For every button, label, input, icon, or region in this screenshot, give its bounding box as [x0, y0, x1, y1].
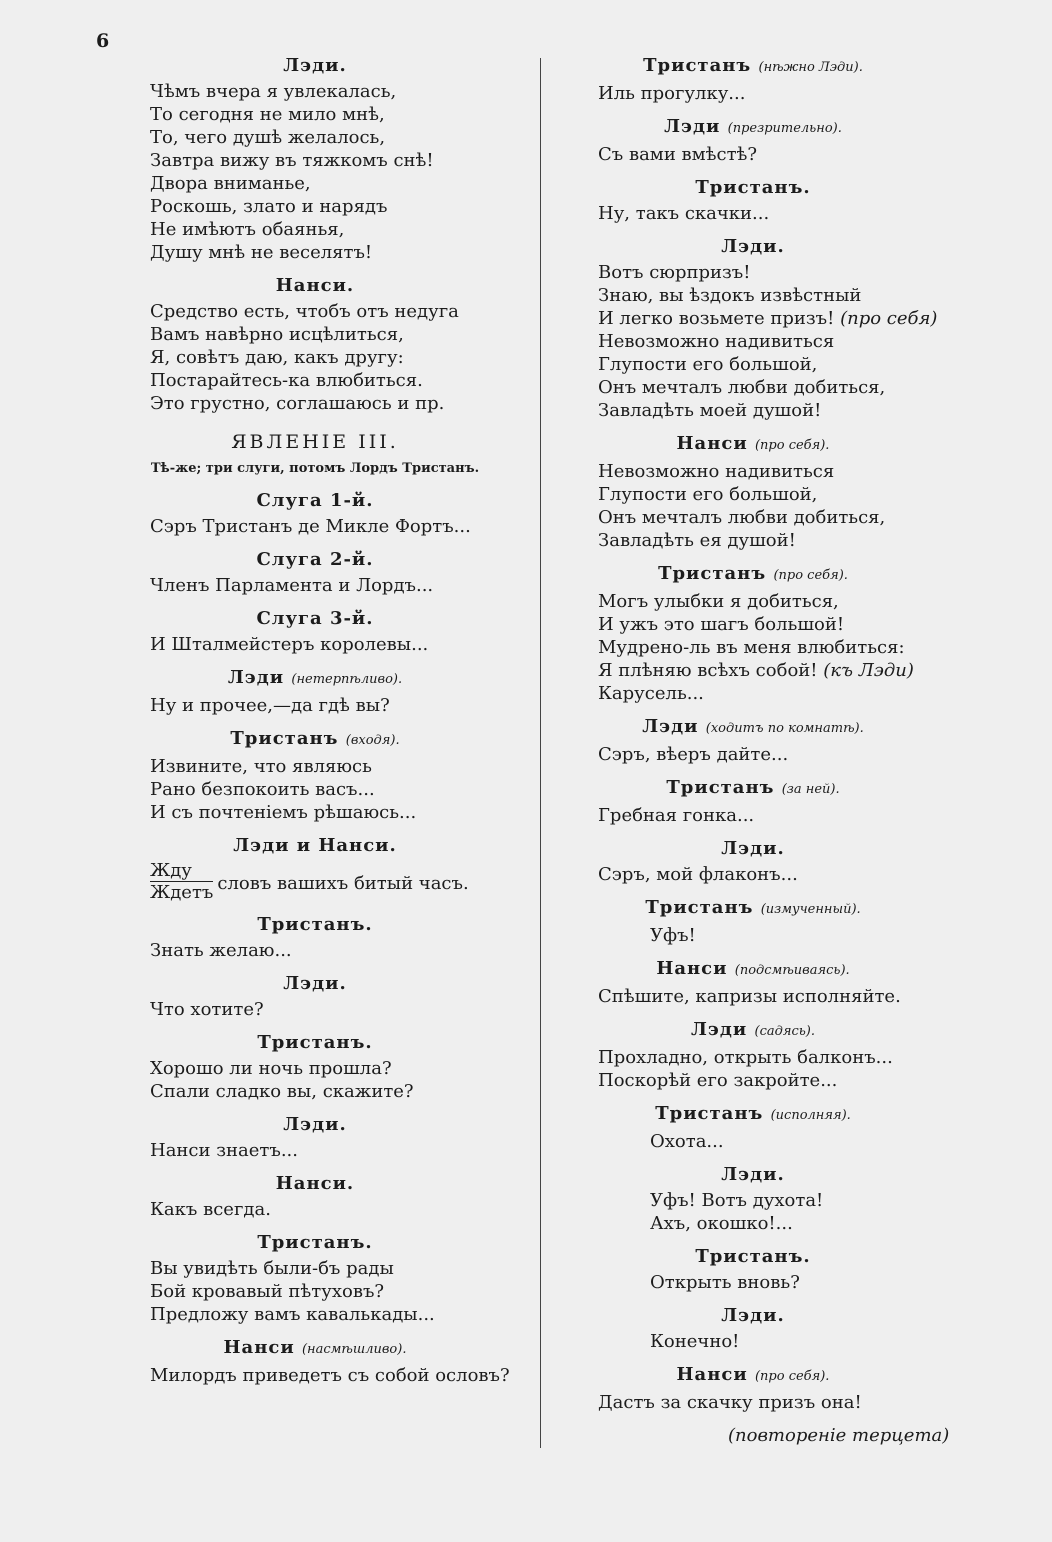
verse-text: Извините, что являюсь [150, 756, 372, 777]
stage-direction: (про себя). [754, 438, 830, 453]
speaker-name: Лэди и Нанси. [233, 835, 397, 856]
speech-block [598, 1304, 1018, 1353]
speaker-name: Лэди [690, 1019, 748, 1040]
stage-direction: (насмѣшливо). [301, 1342, 407, 1357]
speech-block [150, 1172, 530, 1221]
verse-line [150, 323, 530, 346]
speech-block [150, 666, 530, 717]
verse-text: Не имѣютъ обаянья, [150, 219, 345, 240]
speaker-name: Тристанъ. [257, 914, 373, 935]
stage-direction: (за ней). [781, 782, 840, 797]
speech-block [150, 274, 530, 415]
verse-line [150, 755, 530, 778]
verse-text: Открыть вновь? [650, 1272, 800, 1293]
verse-line [150, 392, 530, 415]
verse-line [150, 300, 530, 323]
verse-text: Дастъ за скачку призъ она! [598, 1392, 862, 1413]
speaker-name: Тристанъ. [257, 1232, 373, 1253]
speaker-heading [598, 1363, 908, 1389]
stage-direction: (входя). [345, 733, 400, 748]
speech-block [598, 115, 1018, 166]
speaker-name: Слуга 3-й. [256, 608, 374, 629]
verse-line [598, 399, 1018, 422]
speaker-heading [598, 235, 908, 259]
speaker-name: Лэди [227, 667, 285, 688]
verse-text: Знать желаю... [150, 940, 292, 961]
verse-line [150, 939, 530, 962]
verse-line [150, 1080, 530, 1103]
verse-line [598, 613, 1018, 636]
verse-line [598, 985, 1018, 1008]
column-divider [540, 58, 541, 1448]
verse-text: Ну и прочее,—да гдѣ вы? [150, 695, 390, 716]
speaker-name: Лэди. [721, 236, 785, 257]
verse-line [150, 1139, 530, 1162]
verse-text: Онъ мечталъ любви добиться, [598, 377, 886, 398]
verse-line [598, 1212, 1018, 1235]
speaker-name: Лэди. [283, 55, 347, 76]
verse-line [150, 998, 530, 1021]
speaker-heading [598, 432, 908, 458]
speaker-name: Нанси. [275, 1173, 355, 1194]
verse-text: Ну, такъ скачки... [598, 203, 770, 224]
verse-text: Чѣмъ вчера я увлекалась, [150, 81, 397, 102]
speech-block [598, 715, 1018, 766]
verse-text: Завладѣть моей душой! [598, 400, 822, 421]
speech-block [150, 727, 530, 824]
verse-text: То сегодня не мило мнѣ, [150, 104, 385, 125]
verse-line [598, 682, 1018, 705]
verse-text: Сэръ Тристанъ де Микле Фортъ... [150, 516, 471, 537]
verse-line [598, 261, 1018, 284]
stage-direction: (подсмѣиваясь). [734, 963, 850, 978]
duet-line-rest: словъ вашихъ битый часъ. [217, 872, 469, 894]
verse-line [598, 1330, 1018, 1353]
verse-text: Гребная гонка... [598, 805, 755, 826]
verse-line [598, 590, 1018, 613]
verse-text: И легко возьмете призъ! [598, 308, 835, 329]
verse-line [150, 1364, 530, 1387]
speaker-name: Нанси [676, 433, 748, 454]
verse-line [150, 218, 530, 241]
verse-text: Средство есть, чтобъ отъ недуга [150, 301, 459, 322]
verse-text: Вамъ навѣрно исцѣлиться, [150, 324, 404, 345]
speaker-name: Лэди. [721, 1164, 785, 1185]
verse-line [150, 801, 530, 824]
verse-line [598, 353, 1018, 376]
scene-cast: Тѣ-же; три слуги, потомъ Лордъ Тристанъ. [150, 461, 480, 476]
verse-text: Вы увидѣть были-бъ рады [150, 1258, 394, 1279]
verse-line [150, 241, 530, 264]
verse-text: Хорошо ли ночь прошла? [150, 1058, 392, 1079]
stage-direction: (садясь). [754, 1024, 816, 1039]
speaker-name: Слуга 2-й. [256, 549, 374, 570]
speaker-heading [150, 548, 480, 572]
verse-line [150, 574, 530, 597]
speaker-heading [150, 972, 480, 996]
verse-text: Нанси знаетъ... [150, 1140, 298, 1161]
speaker-name: Тристанъ [655, 1103, 764, 1124]
verse-text: Сэръ, вѣеръ дайте... [598, 744, 789, 765]
duet-line [150, 860, 530, 903]
speech-block [598, 1163, 1018, 1235]
speaker-heading [598, 115, 908, 141]
verse-line [150, 126, 530, 149]
speaker-name: Слуга 1-й. [256, 490, 374, 511]
speech-block [598, 896, 1018, 947]
speaker-name: Лэди. [283, 1114, 347, 1135]
verse-text: То, чего душѣ желалось, [150, 127, 386, 148]
speaker-name: Лэди. [721, 1305, 785, 1326]
verse-text: Сэръ, мой флаконъ... [598, 864, 798, 885]
stage-direction: (нѣжно Лэди). [758, 60, 863, 75]
speaker-heading [150, 1031, 480, 1055]
speaker-name: Нанси [676, 1364, 748, 1385]
verse-line [598, 1391, 1018, 1414]
speaker-heading [598, 176, 908, 200]
verse-text: Иль прогулку... [598, 83, 746, 104]
speech-block [150, 1113, 530, 1162]
verse-line [598, 529, 1018, 552]
verse-text: Невозможно надивиться [598, 331, 835, 352]
speech-block [150, 972, 530, 1021]
verse-line [150, 778, 530, 801]
speaker-heading [598, 1304, 908, 1328]
speaker-heading [150, 274, 480, 298]
verse-text: Карусель... [598, 683, 704, 704]
speaker-heading [598, 54, 908, 80]
speaker-name: Нанси. [275, 275, 355, 296]
stage-direction: (про себя). [773, 568, 848, 583]
stage-direction: (про себя). [754, 1369, 830, 1384]
speaker-heading [150, 1231, 480, 1255]
verse-text: И ужъ это шагъ большой! [598, 614, 845, 635]
verse-line [150, 1257, 530, 1280]
speaker-heading [598, 715, 908, 741]
speaker-name: Нанси [656, 958, 728, 979]
inline-stage-note: (къ Лэди) [823, 660, 914, 681]
verse-text: Постарайтесь-ка влюбиться. [150, 370, 423, 391]
verse-line [150, 149, 530, 172]
speech-block [150, 489, 530, 538]
speaker-heading [150, 607, 480, 631]
verse-text: И Шталмейстеръ королевы... [150, 634, 429, 655]
stage-direction: (нетерпѣливо). [291, 672, 403, 687]
verse-text: Мудрено-ль въ меня влюбиться: [598, 637, 905, 658]
speech-block [150, 548, 530, 597]
verse-text: Завладѣть ея душой! [598, 530, 796, 551]
stage-direction: (исполняя). [770, 1108, 851, 1123]
stage-direction: (измученный). [760, 902, 861, 917]
speech-block [150, 1031, 530, 1103]
verse-line [598, 506, 1018, 529]
verse-line [598, 804, 1018, 827]
verse-text: Душу мнѣ не веселятъ! [150, 242, 373, 263]
speech-block [598, 837, 1018, 886]
verse-line [150, 172, 530, 195]
speaker-name: Лэди [664, 116, 721, 137]
verse-line [598, 659, 1018, 682]
stage-direction: (ходитъ по комнатѣ). [705, 721, 864, 736]
speaker-heading [150, 1172, 480, 1196]
verse-line [598, 460, 1018, 483]
final-stage-note: (повтореніе терцета) [728, 1425, 950, 1446]
verse-line [598, 284, 1018, 307]
verse-line [150, 1057, 530, 1080]
speaker-heading [598, 957, 908, 983]
verse-text: Это грустно, соглашаюсь и пр. [150, 393, 445, 414]
speaker-name: Тристанъ [230, 728, 339, 749]
verse-line [598, 863, 1018, 886]
verse-line [598, 307, 1018, 330]
verse-text: Милордъ приведетъ съ собой ословъ? [150, 1365, 510, 1386]
speaker-heading [598, 896, 908, 922]
speech-block [598, 176, 1018, 225]
duet-word-bottom: Ждетъ [150, 882, 214, 903]
speech-block [150, 913, 530, 962]
speech-block [150, 1231, 530, 1326]
verse-text: Какъ всегда. [150, 1199, 271, 1220]
verse-line [150, 694, 530, 717]
verse-line [150, 515, 530, 538]
verse-line [598, 636, 1018, 659]
speech-block [598, 1102, 1018, 1153]
verse-text: Бой кровавый пѣтуховъ? [150, 1281, 385, 1302]
duet-word-top: Жду [150, 860, 213, 882]
stage-direction: (презрительно). [727, 121, 842, 136]
verse-text: Уфъ! [650, 925, 696, 946]
speech-block [150, 607, 530, 656]
verse-line [598, 1130, 1018, 1153]
verse-line [150, 80, 530, 103]
verse-text: Завтра вижу въ тяжкомъ снѣ! [150, 150, 434, 171]
verse-text: Прохладно, открыть балконъ... [598, 1047, 893, 1068]
speech-block [598, 562, 1018, 705]
speech-block [150, 54, 530, 264]
speaker-heading [598, 1018, 908, 1044]
speech-block [598, 432, 1018, 552]
verse-text: Глупости его большой, [598, 354, 818, 375]
verse-text: Онъ мечталъ любви добиться, [598, 507, 886, 528]
speech-block [598, 54, 1018, 105]
verse-text: Я плѣняю всѣхъ собой! [598, 660, 818, 681]
verse-line [598, 483, 1018, 506]
speech-block [150, 1336, 530, 1387]
speaker-name: Тристанъ. [695, 177, 811, 198]
verse-text: Двора вниманье, [150, 173, 311, 194]
speaker-heading [150, 1113, 480, 1137]
speaker-heading [598, 562, 908, 588]
verse-line [598, 330, 1018, 353]
speaker-name: Тристанъ [658, 563, 767, 584]
verse-text: Поскорѣй его закройте... [598, 1070, 838, 1091]
speaker-heading [598, 837, 908, 861]
verse-line [598, 1271, 1018, 1294]
speaker-name: Тристанъ. [695, 1246, 811, 1267]
verse-line [598, 143, 1018, 166]
speech-block [598, 1245, 1018, 1294]
verse-line [150, 103, 530, 126]
verse-text: Знаю, вы ѣздокъ извѣстный [598, 285, 862, 306]
verse-text: Я, совѣтъ даю, какъ другу: [150, 347, 404, 368]
verse-text: Спали сладко вы, скажите? [150, 1081, 414, 1102]
verse-text: Членъ Парламента и Лордъ... [150, 575, 434, 596]
speaker-name: Лэди. [283, 973, 347, 994]
inline-stage-note: (про себя) [840, 308, 938, 329]
verse-line [150, 1303, 530, 1326]
speaker-heading [150, 913, 480, 937]
speaker-heading [150, 489, 480, 513]
verse-line [150, 369, 530, 392]
verse-line [150, 1198, 530, 1221]
speaker-heading [150, 666, 480, 692]
verse-text: Охота... [650, 1131, 724, 1152]
speaker-name: Лэди. [721, 838, 785, 859]
page-number: 6 [96, 30, 110, 52]
speaker-name: Тристанъ [666, 777, 775, 798]
verse-text: Могъ улыбки я добиться, [598, 591, 839, 612]
speaker-heading [150, 727, 480, 753]
speech-block [598, 776, 1018, 827]
speaker-name: Нанси [223, 1337, 295, 1358]
verse-line [598, 1046, 1018, 1069]
speech-block [598, 235, 1018, 422]
speaker-heading [150, 1336, 480, 1362]
speaker-heading [150, 54, 480, 78]
verse-text: Роскошь, злато и нарядъ [150, 196, 388, 217]
scene-title: ЯВЛЕНІЕ III. [231, 431, 399, 453]
verse-line [598, 1189, 1018, 1212]
verse-text: Спѣшите, капризы исполняйте. [598, 986, 901, 1007]
left-column [150, 54, 530, 1397]
verse-line [598, 1069, 1018, 1092]
verse-text: И съ почтеніемъ рѣшаюсь... [150, 802, 417, 823]
right-column [598, 54, 1018, 1447]
verse-line [150, 346, 530, 369]
verse-line [598, 376, 1018, 399]
verse-line [150, 633, 530, 656]
verse-text: Конечно! [650, 1331, 740, 1352]
speech-block [598, 957, 1018, 1008]
verse-line [150, 1280, 530, 1303]
verse-text: Предложу вамъ кавалькады... [150, 1304, 435, 1325]
verse-line [150, 195, 530, 218]
duet-block [150, 834, 530, 903]
speaker-heading [598, 1102, 908, 1128]
verse-text: Что хотите? [150, 999, 264, 1020]
speech-block [598, 1363, 1018, 1414]
verse-line [598, 202, 1018, 225]
speaker-name: Лэди [642, 716, 699, 737]
speaker-name: Тристанъ [643, 55, 752, 76]
verse-text: Ахъ, окошко!... [650, 1213, 793, 1234]
verse-line [598, 743, 1018, 766]
speaker-heading [598, 1245, 908, 1269]
speaker-heading [598, 1163, 908, 1187]
verse-text: Уфъ! Вотъ духота! [650, 1190, 824, 1211]
speaker-name: Тристанъ. [257, 1032, 373, 1053]
verse-text: Рано безпокоить васъ... [150, 779, 375, 800]
verse-text: Съ вами вмѣстѣ? [598, 144, 758, 165]
speaker-name: Тристанъ [645, 897, 754, 918]
speaker-heading [598, 776, 908, 802]
verse-text: Вотъ сюрпризъ! [598, 262, 751, 283]
verse-text: Глупости его большой, [598, 484, 818, 505]
verse-line [598, 82, 1018, 105]
verse-line [598, 924, 1018, 947]
speech-block [598, 1018, 1018, 1092]
verse-text: Невозможно надивиться [598, 461, 835, 482]
